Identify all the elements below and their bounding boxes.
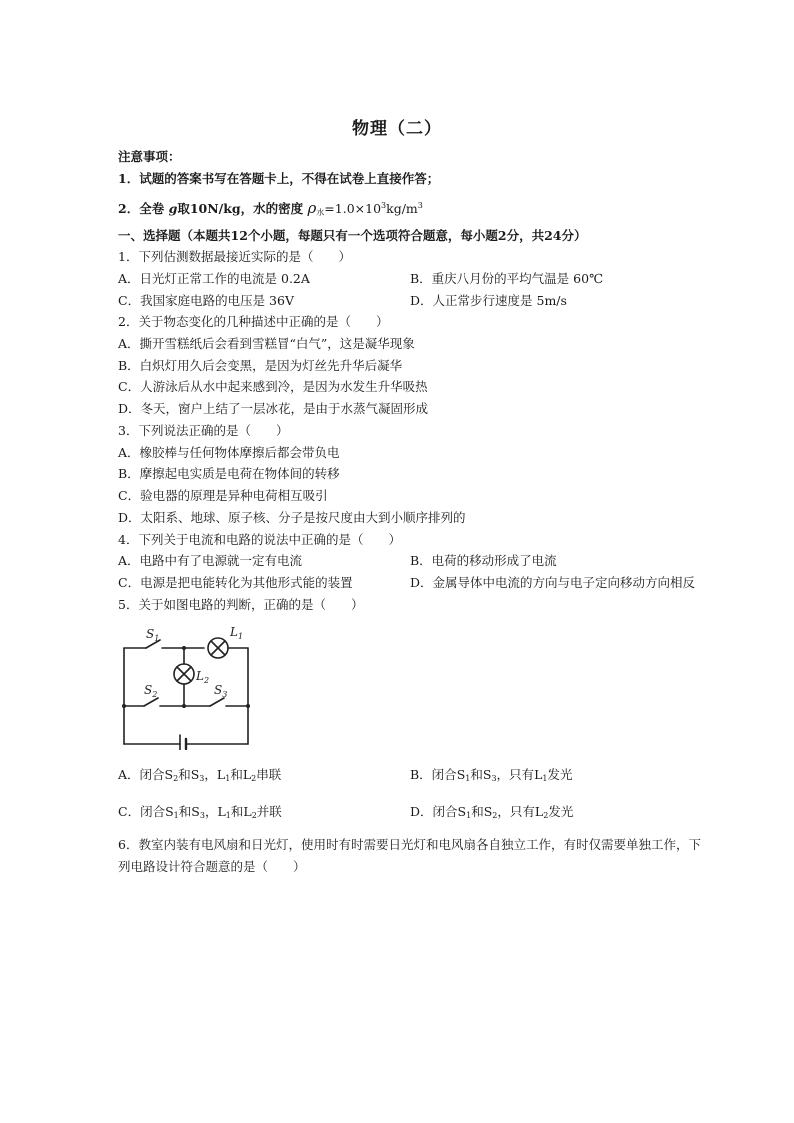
question-2-stem: 2．关于物态变化的几种描述中正确的是（ ） (118, 314, 389, 329)
question-4-option-a: A．电路中有了电源就一定有电流 (118, 553, 303, 568)
question-2-option-b: B．白炽灯用久后会变黑，是因为灯丝先升华后凝华 (118, 358, 403, 373)
label-s1: $S_1$ (146, 627, 160, 643)
question-3-option-a: A．橡胶棒与任何物体摩擦后都会带负电 (118, 445, 340, 460)
notes-heading: 注意事项： (118, 149, 181, 164)
question-5-option-a: A．闭合$S_2$和$S_3$，$L_1$和$L_2$串联 (118, 767, 282, 783)
label-s3: $S_3$ (214, 683, 228, 699)
question-5-stem: 5．关于如图电路的判断，正确的是（ ） (118, 597, 364, 612)
question-1-option-d: D．人正常步行速度是 5m/s (410, 293, 567, 308)
question-2-option-d: D．冬天，窗户上结了一层冰花，是由于水蒸气凝固形成 (118, 401, 429, 416)
switch-s2-blade (144, 698, 158, 706)
question-1-option-c: C．我国家庭电路的电压是 36V (118, 293, 294, 308)
question-4-option-c: C．电源是把电能转化为其他形式能的装置 (118, 575, 353, 590)
label-l1: $L_1$ (230, 625, 244, 641)
question-4-stem: 4．下列关于电流和电路的说法中正确的是（ ） (118, 532, 401, 547)
question-1-option-a: A．日光灯正常工作的电流是 0.2A (118, 271, 310, 286)
question-6-stem-line-2: 列电路设计符合题意的是（ ） (118, 859, 306, 874)
question-4-option-b: B．电荷的移动形成了电流 (410, 553, 557, 568)
circuit-diagram (118, 622, 258, 750)
notes-item-1: 1．试题的答案书写在答题卡上，不得在试卷上直接作答； (118, 171, 440, 186)
density-formula: $\rho_水=1.0\times 10^3kg/m^3$ (307, 199, 423, 217)
question-5-option-c: C．闭合$S_1$和$S_3$，$L_1$和$L_2$并联 (118, 804, 282, 820)
question-3-option-d: D．太阳系、地球、原子核、分子是按尺度由大到小顺序排列的 (118, 510, 466, 525)
notes-item-2: 2．全卷 g取10N/kg，水的密度 $\rho_水=1.0\times 10^3kg/m^3$ (118, 199, 423, 217)
question-5-option-b: B．闭合$S_1$和$S_3$，只有$L_1$发光 (410, 767, 573, 783)
question-3-option-b: B．摩擦起电实质是电荷在物体间的转移 (118, 466, 340, 481)
page-title: 物理（二） (352, 119, 442, 139)
question-4-option-d: D．金属导体中电流的方向与电子定向移动方向相反 (410, 575, 696, 590)
question-2-option-c: C．人游泳后从水中起来感到冷，是因为水发生升华吸热 (118, 379, 428, 394)
question-5-option-d: D．闭合$S_1$和$S_2$，只有$L_2$发光 (410, 804, 574, 820)
label-s2: $S_2$ (144, 683, 158, 699)
question-3-option-c: C．验电器的原理是异种电荷相互吸引 (118, 488, 328, 503)
question-1-option-b: B．重庆八月份的平均气温是 60℃ (410, 271, 604, 286)
label-l2: $L_2$ (196, 669, 210, 685)
section-heading-choice: 一、选择题（本题共12个小题，每题只有一个选项符合题意，每小题2分，共24分） (118, 228, 587, 243)
question-6-stem-line-1: 6．教室内装有电风扇和日光灯，使用时有时需要日光灯和电风扇各自独立工作，有时仅需要单独工作，下 (118, 837, 701, 852)
question-1-stem: 1．下列估测数据最接近实际的是（ ） (118, 249, 351, 264)
question-3-stem: 3．下列说法正确的是（ ） (118, 423, 289, 438)
switch-s3-blade (210, 698, 224, 706)
question-2-option-a: A．撕开雪糕纸后会看到雪糕冒“白气”，这是凝华现象 (118, 336, 415, 351)
